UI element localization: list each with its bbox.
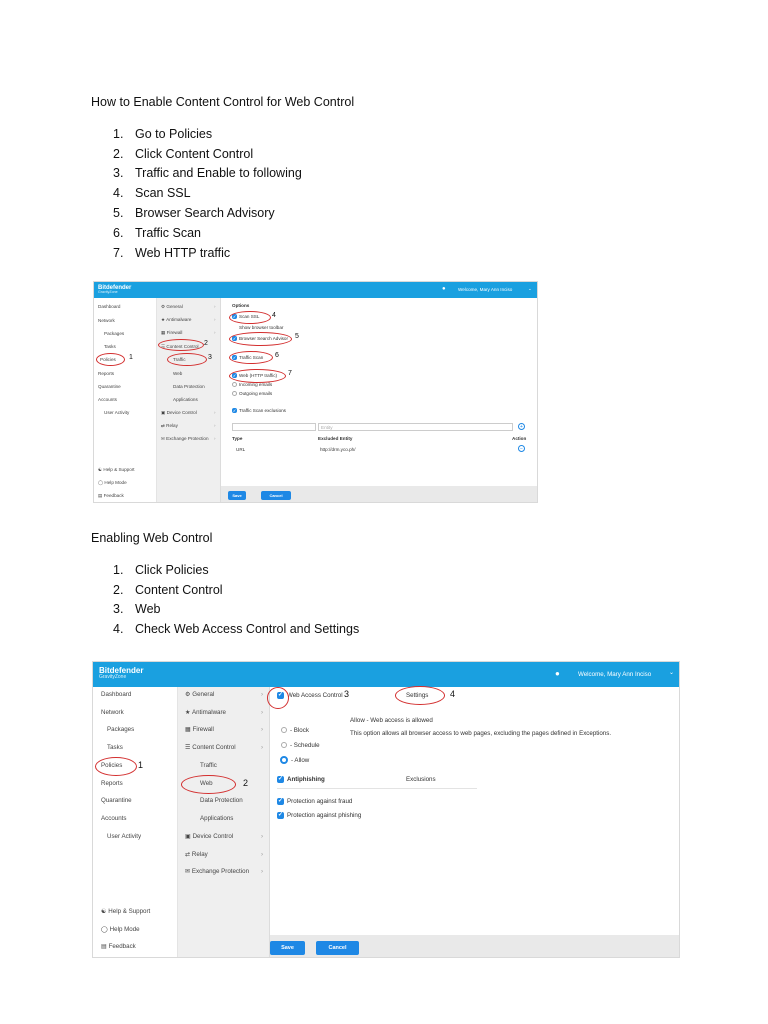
- block-radio[interactable]: [281, 727, 287, 733]
- top-bar: [93, 662, 679, 687]
- annotation-ring: [96, 353, 125, 366]
- chevron-right-icon: ›: [261, 851, 264, 858]
- col-action: Action: [512, 436, 527, 441]
- chevron-right-icon: ›: [261, 868, 264, 875]
- policy-section-nav: [157, 298, 221, 502]
- annotation-ring: [267, 687, 289, 709]
- annotation-number: 1: [129, 354, 133, 361]
- section-relay[interactable]: ⇄ Relay: [161, 423, 178, 428]
- list-item: 4. Check Web Access Control and Settings: [113, 622, 360, 637]
- allow-title: Allow - Web access is allowed: [350, 717, 433, 724]
- annotation-ring: [229, 332, 292, 346]
- list-item: 6. Traffic Scan: [113, 225, 201, 240]
- annotation-ring: [158, 339, 204, 351]
- col-type: Type: [232, 436, 243, 441]
- section2-steps: [113, 560, 359, 639]
- fraud-checkbox[interactable]: ✓: [277, 798, 284, 804]
- web-http-checkbox[interactable]: ✓: [232, 373, 237, 378]
- annotation-number: 2: [204, 340, 208, 347]
- outgoing-emails-label: Outgoing emails: [239, 391, 273, 396]
- show-toolbar-label: Show browser toolbar: [239, 325, 284, 330]
- table-row-type: URL: [236, 447, 246, 452]
- remove-icon[interactable]: −: [518, 445, 525, 452]
- section-firewall[interactable]: ▦ Firewall: [185, 726, 214, 733]
- annotation-number: 7: [288, 370, 292, 377]
- chevron-right-icon: ›: [214, 317, 216, 322]
- web-access-control-label: Web Access Control: [287, 692, 343, 699]
- screenshot-web-control: [92, 661, 680, 958]
- nav-policies[interactable]: Policies: [100, 357, 116, 362]
- web-control-panel: [270, 687, 679, 957]
- chevron-right-icon: ›: [261, 833, 264, 840]
- welcome-text[interactable]: Welcome, Mary Ann Inciso: [578, 671, 652, 678]
- cancel-button[interactable]: Cancel: [316, 941, 359, 955]
- allow-radio[interactable]: [280, 756, 288, 764]
- annotation-number: 4: [272, 312, 276, 319]
- save-button[interactable]: Save: [270, 941, 305, 955]
- nav-policies[interactable]: Policies: [101, 762, 123, 769]
- section-data-protection[interactable]: Data Protection: [200, 797, 243, 804]
- annotation-ring: [181, 775, 236, 794]
- nav-tasks[interactable]: Tasks: [104, 344, 116, 349]
- section-device-control[interactable]: ▣ Device Control: [185, 833, 234, 840]
- traffic-scan-label: Traffic Scan: [239, 355, 264, 360]
- annotation-ring: [229, 369, 286, 383]
- allow-description: This option allows all browser access to web pages, excluding the pages defined in Exceptions.: [350, 730, 612, 737]
- list-item: 4. Scan SSL: [113, 186, 191, 201]
- annotation-ring: [95, 757, 137, 776]
- chevron-right-icon: ›: [261, 709, 264, 716]
- antiphishing-checkbox[interactable]: ✓: [277, 776, 284, 782]
- section-device-control[interactable]: ▣ Device Control: [161, 410, 197, 415]
- section-traffic[interactable]: Traffic: [173, 357, 186, 362]
- policy-section-nav: [178, 687, 270, 957]
- top-bar: [94, 282, 537, 298]
- section-firewall[interactable]: ▦ Firewall: [161, 330, 183, 335]
- nav-dashboard[interactable]: Dashboard: [98, 304, 121, 309]
- phishing-checkbox[interactable]: ✓: [277, 812, 284, 818]
- list-item: 5. Browser Search Advisory: [113, 206, 275, 221]
- nav-help-mode[interactable]: ◯ Help Mode: [98, 480, 127, 485]
- section-data-protection[interactable]: Data Protection: [173, 384, 205, 389]
- nav-dashboard[interactable]: Dashboard: [101, 691, 132, 698]
- chevron-right-icon: ›: [261, 691, 264, 698]
- section-traffic[interactable]: Traffic: [200, 762, 217, 769]
- chevron-right-icon: ›: [214, 304, 216, 309]
- nav-user-activity[interactable]: User Activity: [104, 410, 130, 415]
- antiphishing-label: Antiphishing: [287, 776, 325, 783]
- traffic-scan-checkbox[interactable]: ✓: [232, 355, 237, 360]
- annotation-ring: [395, 686, 445, 705]
- scan-ssl-label: Scan SSL: [239, 314, 260, 319]
- nav-help-support[interactable]: ☯ Help & Support: [98, 467, 135, 472]
- exclusions-link[interactable]: Exclusions: [406, 776, 436, 783]
- nav-tasks[interactable]: Tasks: [107, 744, 123, 751]
- block-label: - Block: [290, 727, 309, 734]
- nav-accounts[interactable]: Accounts: [98, 397, 117, 402]
- nav-quarantine[interactable]: Quarantine: [98, 384, 121, 389]
- web-access-control-checkbox[interactable]: ✓: [277, 692, 284, 698]
- list-item: 3. Web: [113, 602, 161, 617]
- section1-heading: How to Enable Content Control for Web Control: [91, 95, 355, 109]
- chevron-right-icon: ›: [214, 330, 216, 335]
- section-exchange-protection[interactable]: ✉ Exchange Protection: [161, 436, 209, 441]
- nav-network[interactable]: Network: [101, 709, 124, 716]
- nav-packages[interactable]: Packages: [104, 331, 125, 336]
- chevron-right-icon: ›: [261, 726, 264, 733]
- type-select[interactable]: [232, 423, 316, 431]
- left-nav: [94, 298, 157, 502]
- col-entity: Excluded Entity: [318, 436, 353, 441]
- chevron-down-icon[interactable]: ⌄: [669, 669, 675, 676]
- section2-heading: Enabling Web Control: [91, 531, 213, 545]
- nav-accounts[interactable]: Accounts: [101, 815, 127, 822]
- nav-feedback[interactable]: ▤ Feedback: [101, 943, 136, 950]
- brand-logo: Bitdefender GravityZone: [98, 285, 132, 294]
- annotation-ring: [167, 353, 207, 366]
- list-item: 2. Click Content Control: [113, 146, 254, 161]
- nav-reports[interactable]: Reports: [101, 780, 123, 787]
- annotation-number: 1: [138, 760, 144, 770]
- bell-icon[interactable]: ●: [442, 286, 446, 292]
- annotation-number: 3: [208, 354, 212, 361]
- section-relay[interactable]: ⇄ Relay: [185, 851, 208, 858]
- chevron-right-icon: ›: [214, 410, 216, 415]
- section-content-control[interactable]: ☰ Content Control: [185, 744, 236, 751]
- left-nav: [93, 687, 178, 957]
- table-row-entity: http://drm.yco.ph/: [320, 447, 356, 452]
- annotation-ring: [229, 311, 271, 324]
- allow-label: - Allow: [291, 757, 310, 764]
- add-icon[interactable]: +: [518, 423, 525, 430]
- chevron-right-icon: ›: [214, 423, 216, 428]
- nav-feedback[interactable]: ▤ Feedback: [98, 493, 124, 498]
- section-exchange-protection[interactable]: ✉ Exchange Protection: [185, 868, 250, 875]
- chevron-right-icon: ›: [261, 744, 264, 751]
- list-item: 1. Go to Policies: [113, 126, 213, 141]
- section-applications[interactable]: Applications: [200, 815, 234, 822]
- section-general[interactable]: ⚙ General: [185, 691, 215, 698]
- entity-input[interactable]: Entity: [318, 423, 513, 431]
- list-item: 3. Traffic and Enable to following: [113, 166, 302, 181]
- schedule-radio[interactable]: [281, 742, 287, 748]
- section-general[interactable]: ⚙ General: [161, 304, 183, 309]
- browser-search-checkbox[interactable]: ✓: [232, 336, 237, 341]
- traffic-options-panel: [221, 298, 537, 502]
- annotation-number: 6: [275, 352, 279, 359]
- options-title: Options: [232, 303, 250, 308]
- settings-link[interactable]: Settings: [406, 692, 429, 699]
- section-content-control[interactable]: ☰ Content Control: [161, 344, 199, 349]
- annotation-number: 4: [450, 689, 456, 699]
- divider: [277, 788, 477, 789]
- list-item: 1. Click Policies: [113, 562, 209, 577]
- nav-network[interactable]: Network: [98, 318, 115, 323]
- section-antimalware[interactable]: ★ Antimalware: [161, 317, 192, 322]
- save-button[interactable]: Save: [228, 491, 246, 500]
- list-item: 2. Content Control: [113, 582, 223, 597]
- chevron-down-icon[interactable]: ⌄: [528, 286, 532, 291]
- welcome-text[interactable]: Welcome, Mary Ann Inciso: [458, 287, 513, 292]
- section-antimalware[interactable]: ★ Antimalware: [185, 709, 226, 716]
- web-http-label: Web (HTTP traffic): [239, 373, 278, 378]
- section-web[interactable]: Web: [173, 371, 183, 376]
- outgoing-emails-checkbox[interactable]: [232, 391, 237, 396]
- annotation-ring: [229, 351, 273, 364]
- exclusions-checkbox[interactable]: ✓: [232, 408, 237, 413]
- exclusions-label: Traffic Scan exclusions: [239, 408, 286, 413]
- list-item: 7. Web HTTP traffic: [113, 245, 231, 260]
- chevron-right-icon: ›: [214, 436, 216, 441]
- nav-quarantine[interactable]: Quarantine: [101, 797, 132, 804]
- cancel-button[interactable]: Cancel: [261, 491, 291, 500]
- annotation-number: 3: [344, 689, 350, 699]
- nav-help-mode[interactable]: ◯ Help Mode: [101, 926, 140, 933]
- nav-reports[interactable]: Reports: [98, 371, 115, 376]
- annotation-number: 2: [243, 778, 249, 788]
- incoming-emails-checkbox[interactable]: [232, 382, 237, 387]
- annotation-number: 5: [295, 333, 299, 340]
- nav-user-activity[interactable]: User Activity: [107, 833, 142, 840]
- browser-search-label: Browser Search Advisor: [239, 336, 289, 341]
- schedule-label: - Schedule: [290, 742, 320, 749]
- brand-logo: Bitdefender GravityZone: [99, 666, 144, 680]
- bell-icon[interactable]: ●: [555, 669, 560, 678]
- incoming-emails-label: Incoming emails: [239, 382, 273, 387]
- phishing-label: Protection against phishing: [287, 812, 362, 819]
- fraud-label: Protection against fraud: [287, 798, 353, 805]
- scan-ssl-checkbox[interactable]: ✓: [232, 314, 237, 319]
- nav-help-support[interactable]: ☯ Help & Support: [101, 908, 151, 915]
- section-applications[interactable]: Applications: [173, 397, 198, 402]
- screenshot-content-control: [93, 281, 538, 503]
- section1-steps: [113, 124, 302, 263]
- nav-packages[interactable]: Packages: [107, 726, 135, 733]
- section-web[interactable]: Web: [200, 780, 213, 787]
